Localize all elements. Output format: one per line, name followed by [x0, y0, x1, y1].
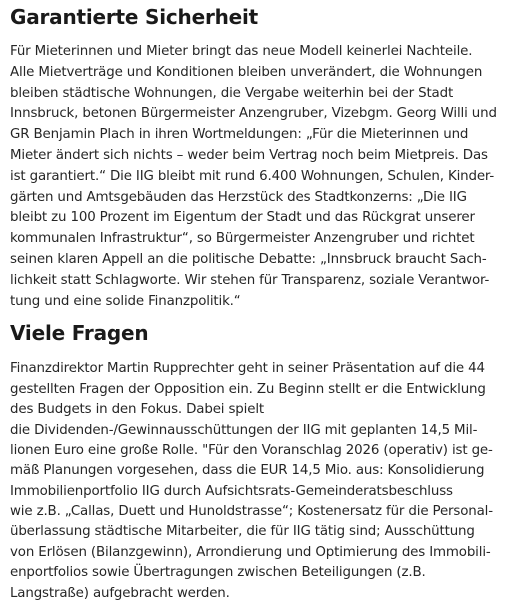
text-line: lichkeit statt Schlagworte. Wir stehen für Transparenz, soziale Verantwor-	[10, 272, 490, 288]
text-line: bleibt zu 100 Prozent im Eigentum der Stadt und das Rückgrat unserer	[10, 210, 475, 226]
text-line: tung und eine solide Finanzpolitik.“	[10, 293, 241, 309]
paragraph-viele-fragen	[10, 359, 501, 604]
section-heading-garantierte-sicherheit: Garantierte Sicherheit	[10, 5, 259, 29]
paragraph-garantierte-sicherheit	[10, 42, 501, 312]
text-line: seinen klaren Appell an die politische Debatte: „Innsbruck braucht Sach-	[10, 251, 487, 267]
text-line: Finanzdirektor Martin Rupprechter geht in seiner Präsentation auf die 44	[10, 361, 485, 377]
text-line: Immobilienportfolio IIG durch Aufsichtsrats-Gemeinderatsbeschluss	[10, 483, 453, 499]
text-line: lionen Euro eine große Rolle. "Für den Voranschlag 2026 (operativ) ist ge-	[10, 442, 493, 458]
text-line: wie z.B. „Callas, Duett und Hunoldstrasse“; Kostenersatz für die Personal-	[10, 504, 493, 520]
text-line: kommunalen Infrastruktur“, so Bürgermeister Anzengruber und richtet	[10, 231, 475, 247]
text-line: Innsbruck, betonen Bürgermeister Anzengruber, Vizebgm. Georg Willi und	[10, 106, 497, 122]
text-line: gärten und Amtsgebäuden das Herzstück des Stadtkonzerns: „Die IIG	[10, 189, 467, 205]
text-line: überlassung städtische Mitarbeiter, die für IIG tätig sind; Ausschüttung	[10, 524, 475, 540]
section-heading-viele-fragen: Viele Fragen	[10, 321, 149, 346]
text-line: gestellten Fragen der Opposition ein. Zu Beginn stellt er die Entwicklung	[10, 381, 486, 397]
text-line: Mieter ändert sich nichts – weder beim Vertrag noch beim Mietpreis. Das	[10, 147, 488, 163]
text-line: Für Mieterinnen und Mieter bringt das neue Modell keinerlei Nachteile.	[10, 44, 473, 59]
text-line: enportfolios sowie Übertragungen zwischen Beteiligungen (z.B.	[10, 565, 426, 581]
text-line: bleiben städtische Wohnungen, die Vergabe weiterhin bei der Stadt	[10, 85, 454, 101]
text-line: mäß Planungen vorgesehen, dass die EUR 14,5 Mio. aus: Konsolidierung	[10, 463, 485, 479]
text-line: des Budgets in den Fokus. Dabei spielt	[10, 402, 264, 418]
text-line: die Dividenden-/Gewinnausschüttungen der IIG mit geplanten 14,5 Mil-	[10, 422, 478, 438]
text-line: ist garantiert.“ Die IIG bleibt mit rund 6.400 Wohnungen, Schulen, Kinder-	[10, 168, 495, 184]
text-line: GR Benjamin Plach in ihren Wortmeldungen: „Für die Mieterinnen und	[10, 127, 469, 143]
text-line: von Erlösen (Bilanzgewinn), Arrondierung und Optimierung des Immobili-	[10, 544, 491, 560]
text-line: Alle Mietverträge und Konditionen bleiben unverändert, die Wohnungen	[10, 64, 483, 80]
text-line: Langstraße) aufgebracht werden.	[10, 585, 230, 601]
